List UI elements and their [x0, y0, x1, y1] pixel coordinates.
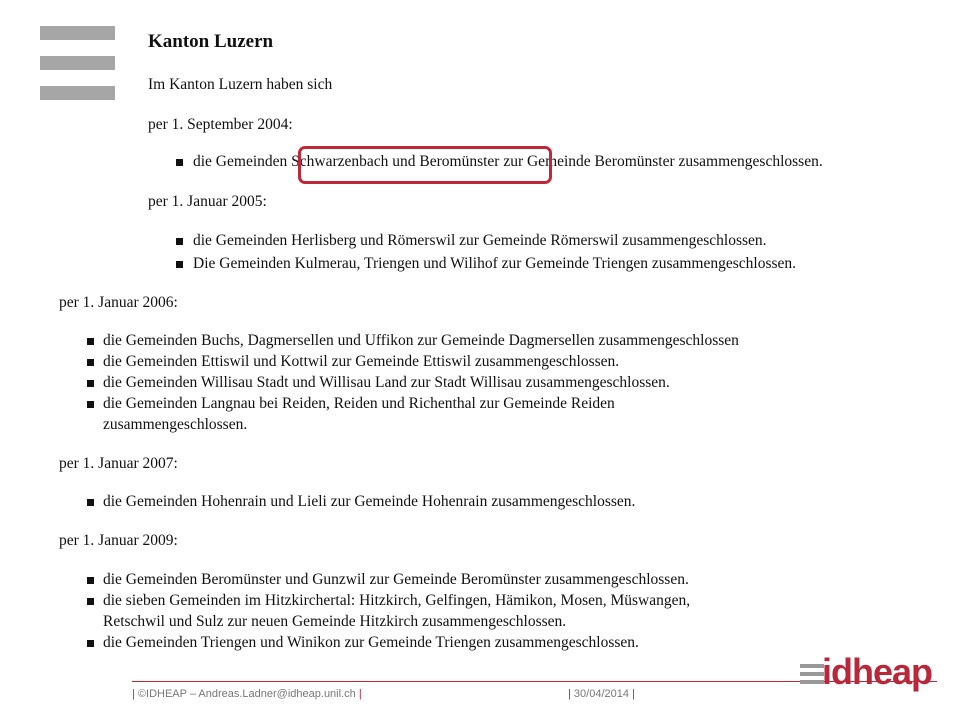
bullet-icon: [87, 359, 94, 366]
footer-date-text: 30/04/2014: [573, 688, 629, 700]
list-item: die Gemeinden Hohenrain und Lieli zur Gemeinde Hohenrain zusammengeschlossen.: [103, 493, 636, 510]
logo-stripe: [800, 672, 824, 676]
list-item: die Gemeinden Herlisberg und Römerswil zur Gemeinde Römerswil zusammengeschlossen.: [193, 232, 767, 249]
footer-date: | 30/04/2014 |: [568, 688, 635, 700]
bullet-icon: [87, 640, 94, 647]
list-item-continuation: Retschwil und Sulz zur neuen Gemeinde Hitzkirch zusammengeschlossen.: [103, 613, 567, 630]
list-item: die Gemeinden Triengen und Winikon zur Gemeinde Triengen zusammengeschlossen.: [103, 634, 639, 651]
list-item: die sieben Gemeinden im Hitzkirchertal: Hitzkirch, Gelfingen, Hämikon, Mosen, Müswangen,: [103, 592, 691, 609]
intro-text: Im Kanton Luzern haben sich: [148, 76, 333, 93]
list-item: die Gemeinden Schwarzenbach und Beromünster zur Gemeinde Beromünster zusammengeschlossen.: [193, 153, 823, 170]
bullet-icon: [87, 499, 94, 506]
section-date: per 1. Januar 2007:: [59, 455, 178, 472]
footer-copyright: | ©IDHEAP – Andreas.Ladner@idheap.unil.ch |: [132, 688, 362, 700]
section-date: per 1. Januar 2006:: [59, 294, 178, 311]
logo-stripe: [800, 664, 824, 668]
list-item: die Gemeinden Willisau Stadt und Willisau Land zur Stadt Willisau zusammengeschlossen.: [103, 374, 670, 391]
bullet-icon: [87, 338, 94, 345]
bullet-icon: [87, 401, 94, 408]
list-item: die Gemeinden Langnau bei Reiden, Reiden und Richenthal zur Gemeinde Reiden: [103, 395, 615, 412]
section-date: per 1. September 2004:: [148, 116, 293, 133]
section-date: per 1. Januar 2009:: [59, 532, 178, 549]
footer-copyright-text: ©IDHEAP – Andreas.Ladner@idheap.unil.ch: [137, 688, 356, 700]
list-item: die Gemeinden Buchs, Dagmersellen und Uffikon zur Gemeinde Dagmersellen zusammengeschlossen: [103, 332, 739, 349]
bullet-icon: [87, 598, 94, 605]
bullet-icon: [87, 380, 94, 387]
section-date: per 1. Januar 2005:: [148, 193, 267, 210]
list-item: die Gemeinden Beromünster und Gunzwil zur Gemeinde Beromünster zusammengeschlossen.: [103, 571, 689, 588]
page-title: Kanton Luzern: [148, 31, 274, 52]
logo-text: idheap: [822, 651, 933, 692]
list-item: die Gemeinden Ettiswil und Kottwil zur Gemeinde Ettiswil zusammengeschlossen.: [103, 353, 620, 370]
list-item: Die Gemeinden Kulmerau, Triengen und Wilihof zur Gemeinde Triengen zusammengeschlossen.: [193, 255, 797, 272]
idheap-logo: [800, 651, 933, 697]
bullet-icon: [87, 577, 94, 584]
logo-stripe: [800, 680, 824, 684]
list-item-continuation: zusammengeschlossen.: [103, 416, 248, 433]
